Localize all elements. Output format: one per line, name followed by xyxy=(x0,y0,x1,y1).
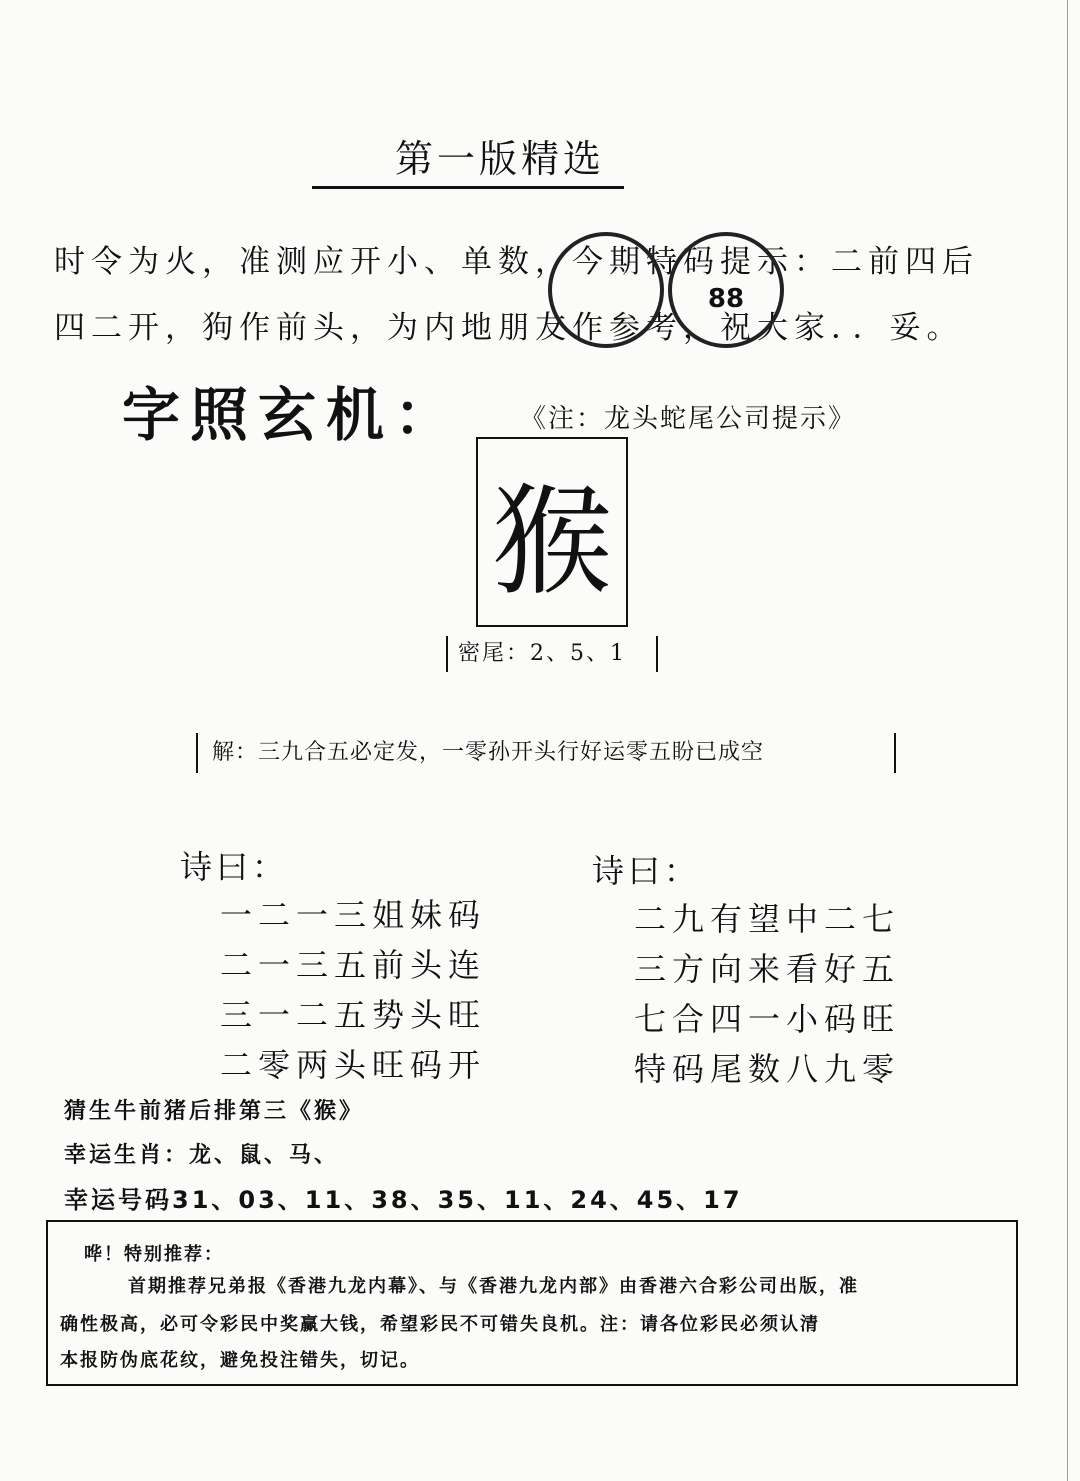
featured-character-box: 猴 xyxy=(476,437,628,627)
lucky-zodiac-line: 幸运生肖：龙、鼠、马、 xyxy=(64,1143,340,1168)
page-edge-line xyxy=(1067,0,1068,1481)
notice-line-2: 首期推荐兄弟报《香港九龙内幕》、与《香港九龙内部》由香港六合彩公司出版，准 xyxy=(128,1276,859,1297)
poem-right-line-3: 七合四一小码旺 xyxy=(634,1000,901,1038)
guess-zodiac-line: 猜生牛前猪后排第三《猴》 xyxy=(64,1099,365,1124)
lucky-numbers-line: 幸运号码31、03、11、38、35、11、24、45、17 xyxy=(64,1186,743,1214)
intro-line-1: 时令为火，准测应开小、单数，今期特码提示：二前四后 xyxy=(54,244,979,280)
special-notice-box xyxy=(46,1220,1018,1386)
seal-stamp-left xyxy=(548,232,664,348)
notice-line-4: 本报防伪底花纹，避免投注错失，切记。 xyxy=(60,1350,420,1371)
seal-number: 88 xyxy=(707,284,745,314)
poem-right-label: 诗曰： xyxy=(592,852,701,890)
page-title: 第一版精选 xyxy=(394,137,605,181)
poem-right-line-2: 三方向来看好五 xyxy=(634,950,901,988)
title-underline xyxy=(312,186,624,189)
heading-note: 《注：龙头蛇尾公司提示》 xyxy=(520,404,857,434)
poem-right-line-1: 二九有望中二七 xyxy=(634,900,901,938)
interpretation-box: 解：三九合五必定发，一零孙开头行好运零五盼已成空 xyxy=(196,733,896,773)
notice-line-3: 确性极高，必可令彩民中奖赢大钱，希望彩民不可错失良机。注：请各位彩民必须认清 xyxy=(60,1314,820,1335)
poem-left-line-2: 二一三五前头连 xyxy=(220,946,487,984)
poem-left-line-3: 三一二五势头旺 xyxy=(220,996,487,1034)
poem-right-line-4: 特码尾数八九零 xyxy=(634,1050,901,1088)
seal-stamp-right xyxy=(668,232,784,348)
notice-line-1: 哗！特别推荐： xyxy=(84,1244,224,1265)
secret-tail-label: 密尾：2、5、1 xyxy=(446,636,658,672)
poem-left-line-4: 二零两头旺码开 xyxy=(220,1046,487,1084)
poem-left-label: 诗曰： xyxy=(180,848,289,886)
section-heading: 字照玄机： xyxy=(122,381,463,449)
poem-left-line-1: 一二一三姐妹码 xyxy=(220,896,487,934)
intro-line-2: 四二开，狗作前头，为内地朋友作参考，祝大家．．妥。 xyxy=(54,310,964,346)
